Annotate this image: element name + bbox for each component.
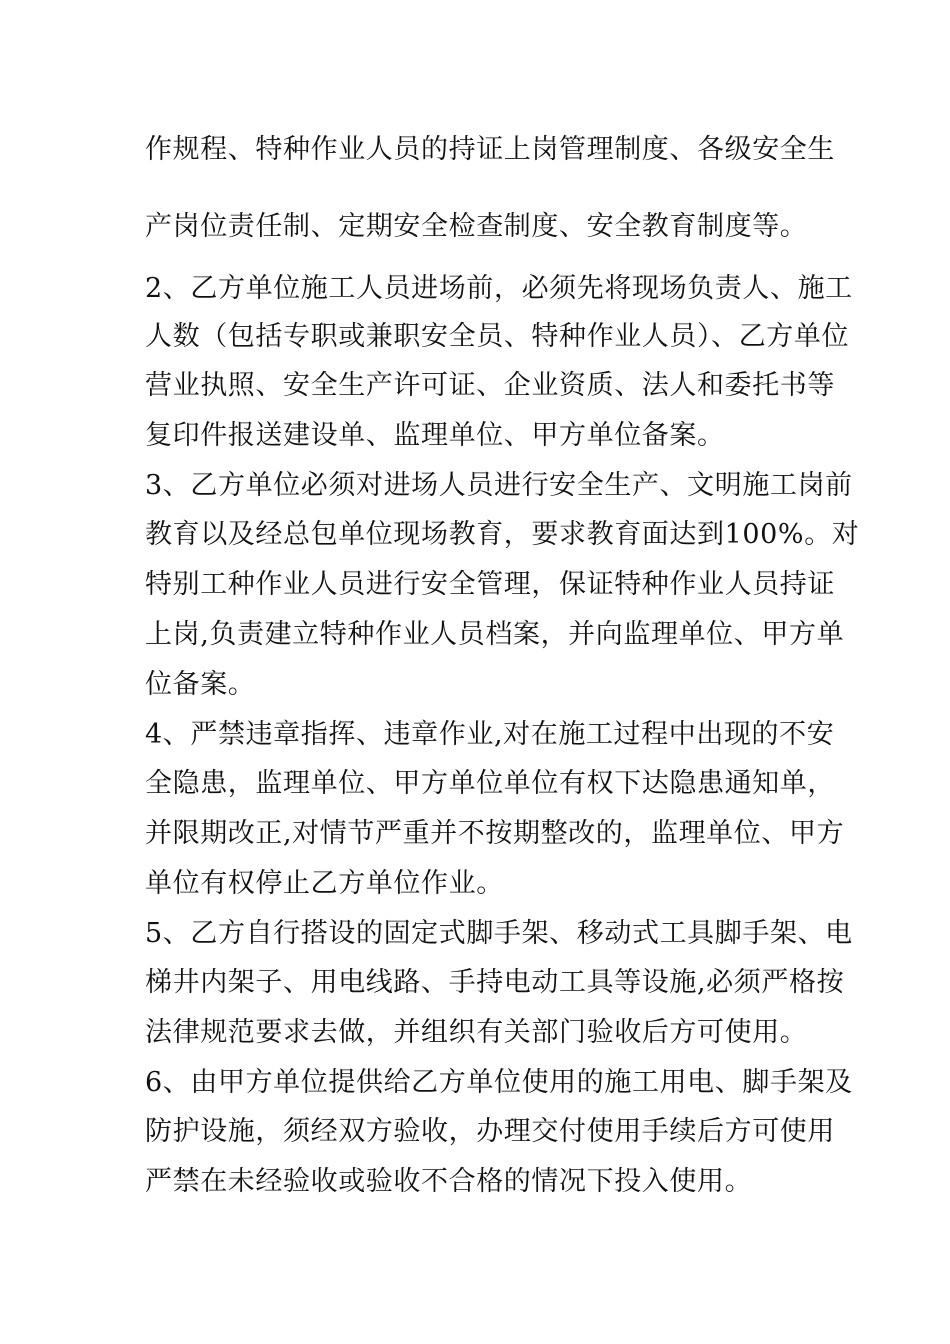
text-line: 上岗,负责建立特种作业人员档案，并向监理单位、甲方单 [145, 619, 845, 650]
text-line: 位备案。 [145, 669, 256, 700]
text-line: 人数（包括专职或兼职安全员、特种作业人员）、乙方单位 [145, 321, 850, 352]
text-line: 并限期改正,对情节严重并不按期整改的，监理单位、甲方 [145, 818, 845, 849]
text-line: 教育以及经总包单位现场教育，要求教育面达到100%。对 [145, 519, 860, 550]
text-line: 梯井内架子、用电线路、手持电动工具等设施,必须严格按 [145, 967, 845, 998]
text-line: 5、乙方自行搭设的固定式脚手架、移动式工具脚手架、电 [145, 918, 853, 949]
text-line: 复印件报送建设单、监理单位、甲方单位备案。 [145, 420, 725, 451]
text-line: 产岗位责任制、定期安全检查制度、安全教育制度等。 [145, 211, 808, 242]
text-line: 特别工种作业人员进行安全管理，保证特种作业人员持证 [145, 569, 835, 600]
text-line: 4、严禁违章指挥、违章作业,对在施工过程中出现的不安 [145, 719, 835, 750]
text-line: 全隐患，监理单位、甲方单位单位有权下达隐患通知单， [145, 768, 835, 799]
text-line: 法律规范要求去做，并组织有关部门验收后方可使用。 [145, 1017, 808, 1048]
text-line: 单位有权停止乙方单位作业。 [145, 868, 504, 899]
text-line: 营业执照、安全生产许可证、企业资质、法人和委托书等 [145, 370, 835, 401]
text-line: 作规程、特种作业人员的持证上岗管理制度、各级安全生 [145, 134, 835, 165]
text-line: 严禁在未经验收或验收不合格的情况下投入使用。 [145, 1166, 753, 1197]
text-line: 2、乙方单位施工人员进场前，必须先将现场负责人、施工 [145, 273, 853, 304]
text-line: 3、乙方单位必须对进场人员进行安全生产、文明施工岗前 [145, 470, 853, 501]
text-line: 防护设施，须经双方验收，办理交付使用手续后方可使用 [145, 1116, 835, 1147]
text-line: 6、由甲方单位提供给乙方单位使用的施工用电、脚手架及 [145, 1067, 853, 1098]
